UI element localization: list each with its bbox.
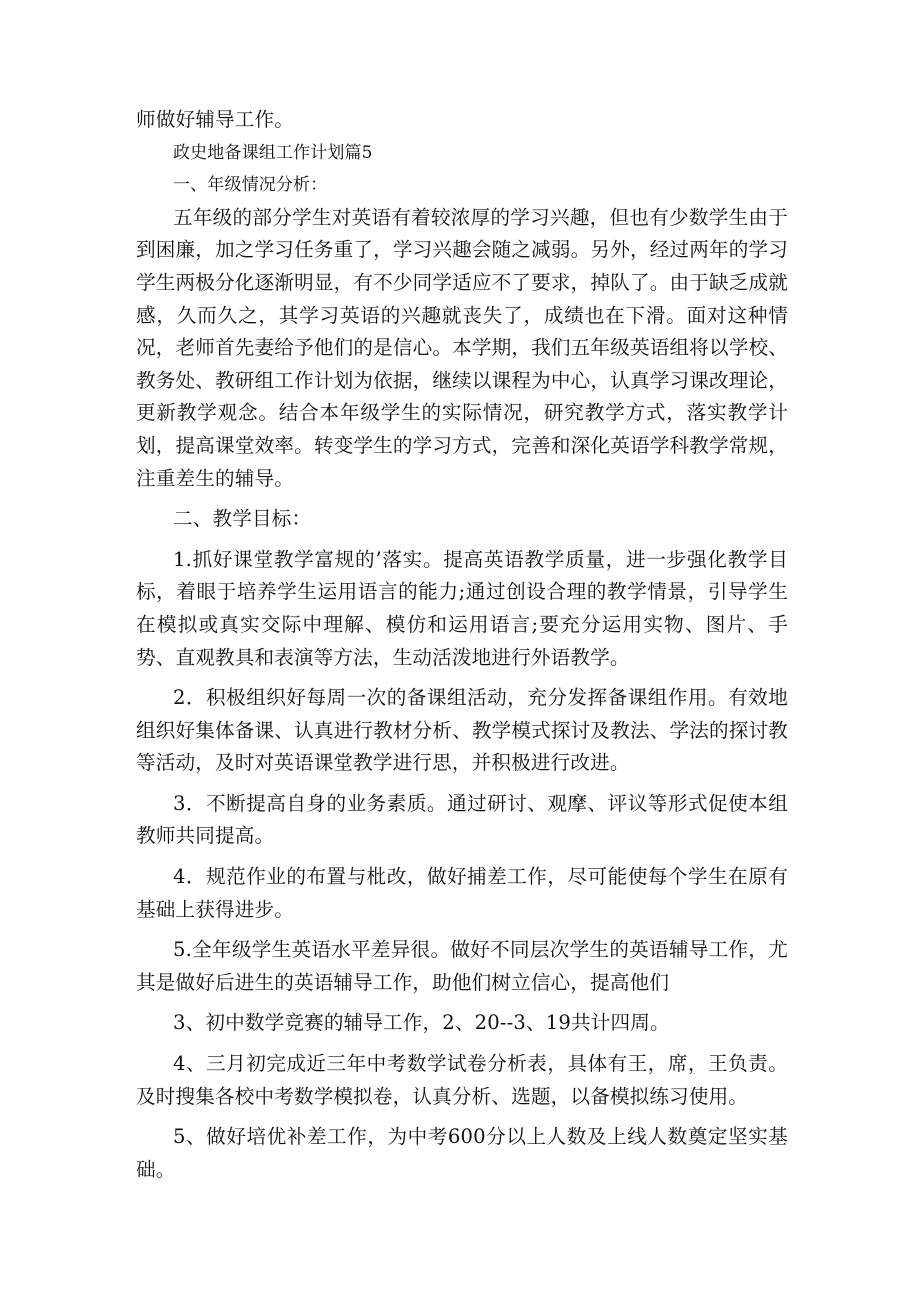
paragraph-goal-4: 4．规范作业的布置与枇改，做好捕差工作，尽可能使每个学生在原有基础上获得进步。: [136, 865, 788, 921]
paragraph-grade-analysis: 五年级的部分学生对英语有着较浓厚的学习兴趣，但也有少数学生由于到困廉，加之学习任务重了，学习兴趣会随之减弱。另外，经过两年的学习学生两极分化逐渐明显，有不少同学适应不了要求，掉队了。由于缺乏成就感，久而久之，其学习英语的兴趣就丧失了，成绩也在下滑。面对这种情况，老师首先妻给予他们的是信心。本学期，我们五年级英语组将以学校、教务处、教研组工作计划为依据，继续以课程为中心，认真学习课改理论，更新教学观念。结合本年级学生的实际情况，研究教学方式，落实教学计划，提高课堂效率。转变学生的学习方式，完善和深化英语学科教学常规，注重差生的辅导。: [136, 205, 788, 490]
paragraph-continuation: 师做好辅导工作。: [136, 108, 294, 131]
paragraph-goal-5: 5.全年级学生英语水平差异很。做好不同层次学生的英语辅导工作，尤其是做好后进生的英语辅导工作，助他们树立信心，提高他们: [136, 938, 788, 994]
paragraph-item-3: 3、初中数学竞赛的辅导工作，2、20--3、19共计四周。: [173, 1011, 670, 1035]
paragraph-goal-2: 2．积极组织好每周一次的备课组活动，充分发挥备课组作用。有效地组织好集体备课、认真进行教材分析、教学模式探讨及教法、学法的探讨教等活动，及时对英语课堂教学进行思，并积极进行改进。: [136, 686, 788, 775]
section-title: 政史地备课组工作计划篇5: [173, 142, 373, 163]
paragraph-goal-1: 1.抓好课堂教学富规的’落实。提高英语教学质量，进一步强化教学目标，着眼于培养学生运用语言的能力;通过创设合理的教学情景，引导学生在模拟或真实交际中理解、模仿和运用语言;要充分运用实物、图片、手势、直观教具和表演等方法，生动活泼地进行外语教学。: [136, 547, 788, 669]
heading-grade-analysis: 一、年级情况分析：: [173, 175, 328, 196]
document-body: [136, 104, 788, 1186]
heading-teaching-goals: 二、教学目标：: [173, 507, 312, 531]
paragraph-item-4: 4、三月初完成近三年中考数学试卷分析表，具体有王，席，王负责。及时搜集各校中考数学模拟卷，认真分析、选题，以备模拟练习使用。: [136, 1052, 788, 1108]
paragraph-goal-3: 3．不断提高自身的业务素质。通过研讨、观摩、评议等形式促使本组教师共同提高。: [136, 791, 788, 848]
paragraph-item-5: 5、做好培优补差工作，为中考600分以上人数及上线人数奠定坚实基础。: [136, 1125, 788, 1181]
